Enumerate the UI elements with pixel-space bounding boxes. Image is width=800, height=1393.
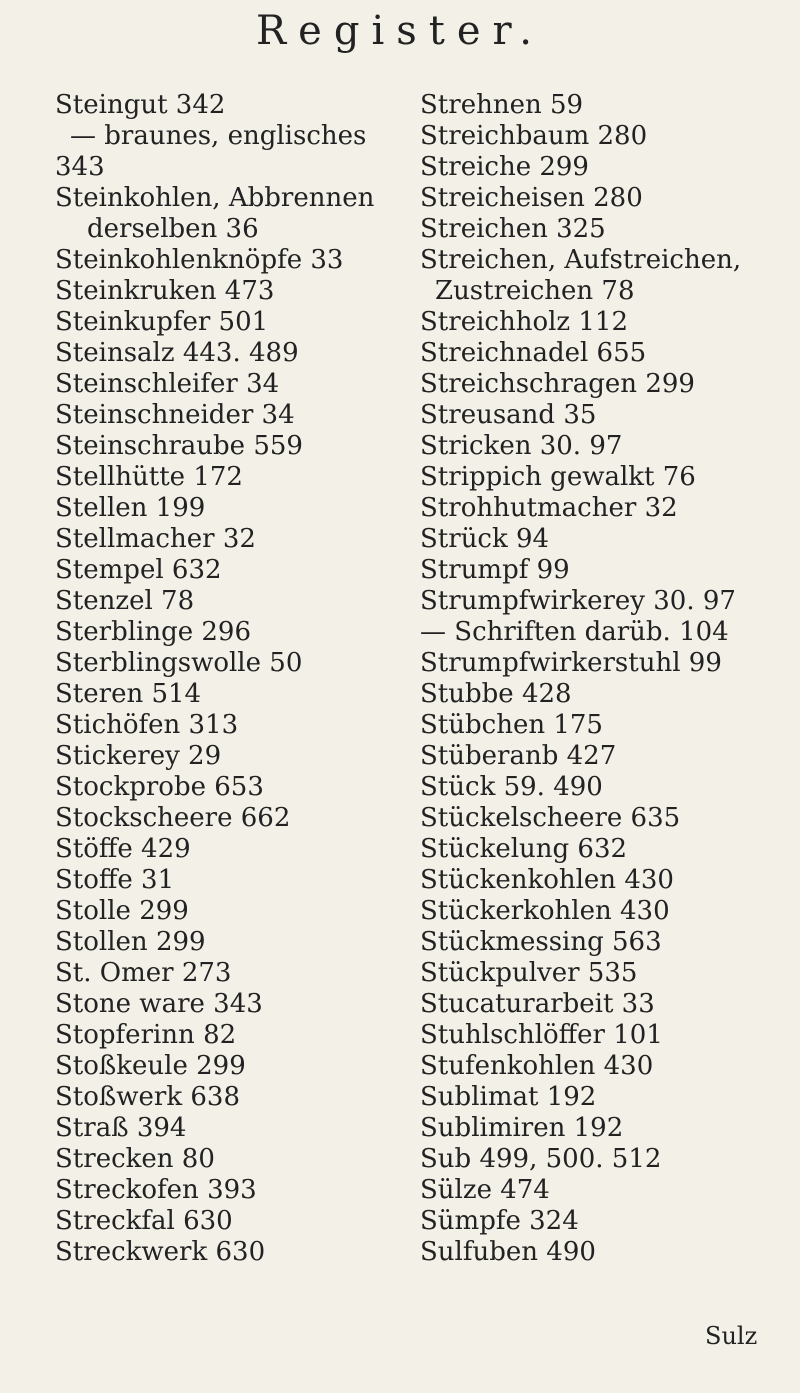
index-entry: Stückelung 632: [420, 834, 628, 864]
index-entry: Steinschraube 559: [55, 431, 303, 461]
index-entry: Stichöfen 313: [55, 710, 239, 740]
index-entry: Stübchen 175: [420, 710, 603, 740]
index-entry: Strecken 80: [55, 1144, 215, 1174]
index-entry: Streichen, Aufstreichen,: [420, 245, 742, 275]
left-column: [55, 90, 395, 1268]
index-entry: Steinschneider 34: [55, 400, 295, 430]
index-entry: Stückelscheere 635: [420, 803, 681, 833]
index-entry: Sülze 474: [420, 1175, 550, 1205]
index-entry: Stolle 299: [55, 896, 189, 926]
index-entry: Streckwerk 630: [55, 1237, 266, 1267]
index-entry: Stuhlschlöffer 101: [420, 1020, 663, 1050]
index-entry: Streichbaum 280: [420, 121, 648, 151]
index-entry: Strück 94: [420, 524, 550, 554]
index-entry: Stricken 30. 97: [420, 431, 623, 461]
index-entry: Stückerkohlen 430: [420, 896, 670, 926]
index-entry: Stellen 199: [55, 493, 206, 523]
index-entry: Streichschragen 299: [420, 369, 695, 399]
index-entry: Strumpfwirkerey 30. 97: [420, 586, 736, 616]
index-entry: Stöffe 429: [55, 834, 191, 864]
index-entry: Streckofen 393: [55, 1175, 257, 1205]
index-entry: derselben 36: [87, 214, 259, 244]
index-entry: Steinkohlen, Abbrennen: [55, 183, 375, 213]
index-entry: Stopferinn 82: [55, 1020, 237, 1050]
index-entry: Strumpf 99: [420, 555, 570, 585]
index-entry: Sulfuben 490: [420, 1237, 596, 1267]
index-entry: Stückmessing 563: [420, 927, 662, 957]
index-entry: Stellmacher 32: [55, 524, 256, 554]
index-entry: Sterblinge 296: [55, 617, 252, 647]
index-entry: Steinsalz 443. 489: [55, 338, 299, 368]
index-entry: Stucaturarbeit 33: [420, 989, 655, 1019]
index-entry: St. Omer 273: [55, 958, 232, 988]
index-entry: Strohhutmacher 32: [420, 493, 678, 523]
index-entry: Steinkupfer 501: [55, 307, 269, 337]
index-entry: Sterblingswolle 50: [55, 648, 303, 678]
index-entry: Straß 394: [55, 1113, 187, 1143]
index-entry: Zustreichen 78: [435, 276, 635, 306]
index-entry: Stückenkohlen 430: [420, 865, 674, 895]
index-entry: Stempel 632: [55, 555, 222, 585]
index-entry: — Schriften darüb. 104: [420, 617, 729, 647]
index-entry: Streichen 325: [420, 214, 606, 244]
index-entry: Sub 499, 500. 512: [420, 1144, 662, 1174]
index-entry: Steinkohlenknöpfe 33: [55, 245, 344, 275]
index-entry: Sublimat 192: [420, 1082, 597, 1112]
page-title: Register.: [256, 8, 544, 54]
index-entry: Sublimiren 192: [420, 1113, 624, 1143]
index-entry: Stollen 299: [55, 927, 206, 957]
index-entry: Stoßkeule 299: [55, 1051, 246, 1081]
index-entry: Stellhütte 172: [55, 462, 243, 492]
catchword: Sulz: [705, 1322, 758, 1350]
index-entry: Steingut 342: [55, 90, 226, 120]
index-entry: Streiche 299: [420, 152, 589, 182]
index-entry: Steinkruken 473: [55, 276, 275, 306]
index-entry: Stockprobe 653: [55, 772, 264, 802]
index-entry: — braunes, englisches: [70, 121, 367, 151]
index-entry: Stockscheere 662: [55, 803, 291, 833]
right-column: [420, 90, 780, 1268]
index-entry: Streckfal 630: [55, 1206, 233, 1236]
index-entry: Stoffe 31: [55, 865, 175, 895]
index-entry: Stüberanb 427: [420, 741, 617, 771]
index-entry: Stickerey 29: [55, 741, 222, 771]
index-entry: Stubbe 428: [420, 679, 572, 709]
index-entry: Stoßwerk 638: [55, 1082, 240, 1112]
index-entry: Stückpulver 535: [420, 958, 638, 988]
index-entry: Streusand 35: [420, 400, 597, 430]
index-entry: Steinschleifer 34: [55, 369, 280, 399]
index-entry: Sümpfe 324: [420, 1206, 579, 1236]
index-entry: Streichnadel 655: [420, 338, 647, 368]
index-entry: Stufenkohlen 430: [420, 1051, 654, 1081]
index-entry: Strippich gewalkt 76: [420, 462, 696, 492]
index-entry: Strehnen 59: [420, 90, 584, 120]
index-entry: Streichholz 112: [420, 307, 628, 337]
index-entry: Stone ware 343: [55, 989, 263, 1019]
index-entry: Streicheisen 280: [420, 183, 643, 213]
index-entry: Strumpfwirkerstuhl 99: [420, 648, 722, 678]
index-entry: Steren 514: [55, 679, 202, 709]
index-entry: Stenzel 78: [55, 586, 195, 616]
index-entry: Stück 59. 490: [420, 772, 603, 802]
index-entry: 343: [55, 152, 105, 182]
